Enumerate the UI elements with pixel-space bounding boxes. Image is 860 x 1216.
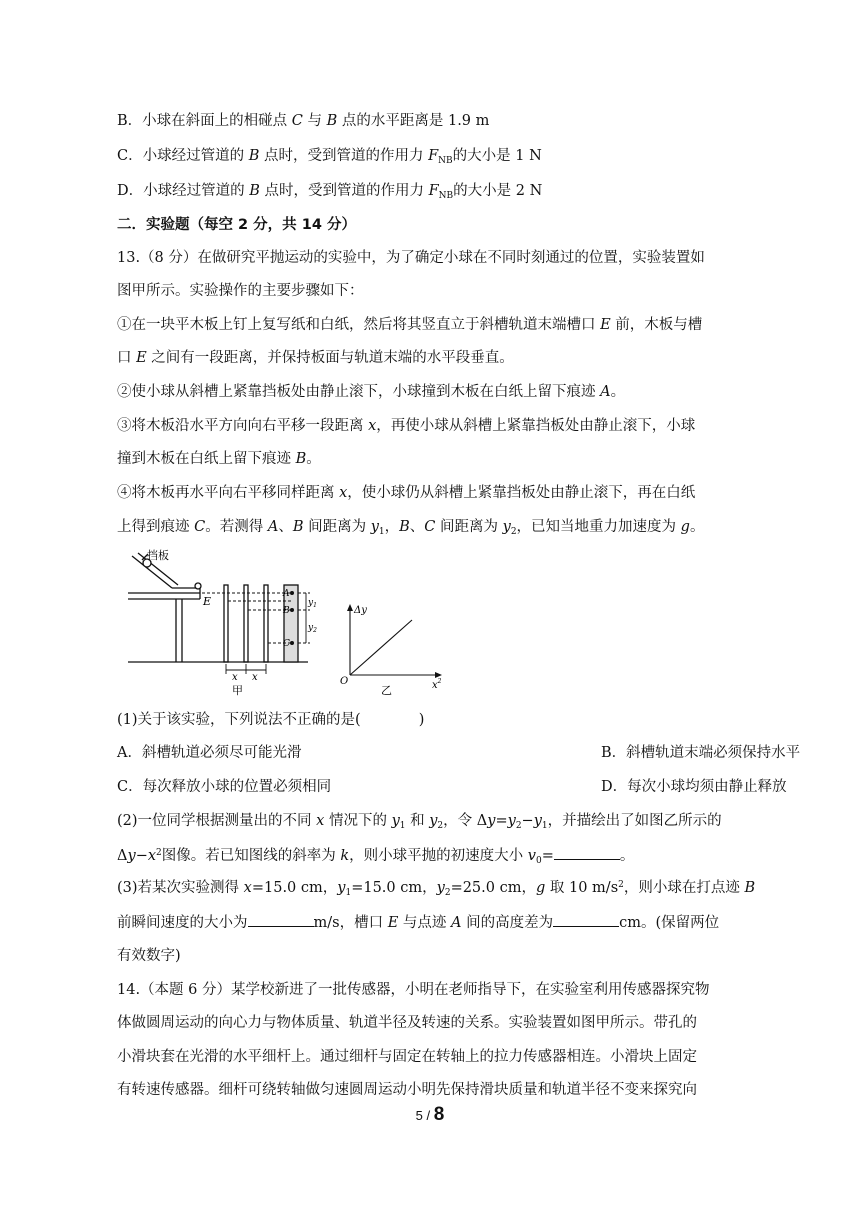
option-text: 点时，受到管道的作用力 [259,148,429,164]
q13-part1-options-ab [117,743,801,763]
q13-step-4b [117,517,704,537]
option-b: B．斜槽轨道末端必须保持水平 [601,745,801,761]
c-label: C [283,639,290,649]
trace-c [290,641,294,645]
q13-step-3b [117,449,321,469]
option-c [117,146,542,166]
var: B [292,519,304,535]
text: 上得到痕迹 [117,519,195,535]
page-number [0,1104,860,1126]
var: F [428,183,439,199]
answer-blank[interactable] [554,845,620,860]
var: A [267,519,279,535]
q13-line-2: 图甲所示。实验操作的主要步骤如下： [117,283,364,299]
current-page: 5 [415,1108,423,1123]
var: F [428,148,439,164]
experiment-figure [120,548,460,700]
y-arrow [347,604,353,611]
option-c: C．每次释放小球的位置必须相同 [117,779,332,795]
var: E [136,350,147,366]
subscript: NB [438,191,454,201]
fig-jia-label: 甲 [232,684,243,697]
a-label: A [283,589,290,599]
subscript: 2 [510,527,517,537]
q13-part2-a: (2)一位同学根据测量出的不同 x 情况下的 $y_1$ 和 $y_2$，令 $\Delta y=y_2-y_1$，并描绘出了如图乙所示的 [117,813,722,831]
b-label: B [283,606,290,616]
answer-blank[interactable] [553,912,619,927]
text: 、 [278,519,293,535]
text: 口 [117,350,137,366]
q13-part2-b: $\Delta y-x^2$图像。若已知图线的斜率为 k，则小球平抛的初速度大小 $v_0=$ 。 [117,845,634,866]
option-text: 点时，受到管道的作用力 [259,183,429,199]
var: B [326,113,338,129]
var: A [600,384,611,400]
q13-step-2 [117,382,625,402]
option-text: C．小球经过管道的 [117,148,249,164]
var: x [368,418,377,434]
text: ①在一块平木板上钉上复写纸和白纸，然后将其竖直立于斜槽轨道末端槽口 [117,317,601,333]
text: 间距离为 [303,519,371,535]
text: 。若测得 [205,519,268,535]
text: 前，木板与槽 [610,317,703,333]
q13-part3-c: 有效数字) [117,948,181,964]
option-text: D．小球经过管道的 [117,183,250,199]
text: ，已知当地重力加速度为 [516,519,681,535]
q14-line-4: 有转速传感器。细杆可绕转轴做匀速圆周运动小明先保持滑块质量和轨道半径不变来探究向 [117,1082,697,1098]
board-1 [224,585,228,662]
var: x [339,485,348,501]
trace-a [290,591,294,595]
subscript: NB [438,156,453,166]
option-text: 点的水平距离是 1.9 m [337,113,490,129]
text: 。 [306,451,321,467]
baffle-label: 挡板 [147,549,169,562]
q13-part1-options-cd [117,777,787,797]
y2-label: $y_2$ [308,623,317,634]
option-text: 的大小是 2 N [453,183,543,199]
q13-step-1b [117,348,514,368]
q14-line-1: 14.（本题 6 分）某学校新进了一批传感器，小明在老师指导下，在实验室利用传感器探究物 [117,982,710,998]
text: 。 [610,384,626,400]
section-title: 二．实验题（每空 2 分，共 14 分） [117,217,356,233]
ball-end [195,583,201,589]
dy-label: Δy [354,605,367,616]
var: g [680,519,690,535]
var: B [295,451,307,467]
q13-step-4a [117,483,695,503]
page-sep: / [422,1108,434,1123]
text: ，再使小球从斜槽上紧靠挡板处由静止滚下，小球 [376,418,696,434]
text: 间距离为 [435,519,503,535]
option-d: D．每次小球均须由静止释放 [601,779,787,795]
text: ②使小球从斜槽上紧靠挡板处由静止滚下，小球撞到木板在白纸上留下痕迹 [117,384,601,400]
text: ④将木板再水平向右平移同样距离 [117,485,340,501]
var: y [502,519,511,535]
x-label-2: x [252,672,258,683]
q14-line-3: 小滑块套在光滑的水平细杆上。通过细杆与固定在转轴上的拉力传感器相连。小滑块上固定 [117,1049,697,1065]
text: ③将木板沿水平方向向右平移一段距离 [117,418,369,434]
q14-line-2: 体做圆周运动的向心力与物体质量、轨道半径及转速的关系。实验装置如图甲所示。带孔的 [117,1015,697,1031]
option-b [117,111,489,131]
var: C [194,519,206,535]
x2-label: $x^2$ [432,678,442,691]
var: E [600,317,611,333]
total-pages: 8 [433,1104,445,1125]
option-text: 的大小是 1 N [452,148,542,164]
q13-line-1: 13.（8 分）在做研究平抛运动的实验中，为了确定小球在不同时刻通过的位置，实验装置如 [117,250,705,266]
fig-yi-label: 乙 [381,684,392,697]
option-a: A．斜槽轨道必须尽可能光滑 [117,745,302,761]
text: 。 [689,519,705,535]
answer-blank[interactable] [248,912,314,927]
option-text: 与 [302,113,327,129]
var: B [399,519,410,535]
origin-label: O [340,676,349,687]
q13-part1-stem: (1)关于该实验，下列说法不正确的是( ) [117,712,425,728]
x-label-1: x [232,672,238,683]
subscript: 1 [378,527,385,537]
q13-step-1a [117,315,702,335]
graph-line [350,620,412,675]
text: 、 [409,519,425,535]
option-text: B．小球在斜面上的相碰点 [117,113,292,129]
q13-step-3a [117,416,695,436]
text: ， [384,519,400,535]
text: 之间有一段距离，并保持板面与轨道末端的水平段垂直。 [146,350,514,366]
var: y [370,519,379,535]
option-d [117,181,542,201]
var: B [249,183,260,199]
e-label: E [203,595,212,608]
var: C [291,113,303,129]
board-2 [244,585,248,662]
var: C [424,519,436,535]
text: 撞到木板在白纸上留下痕迹 [117,451,296,467]
y1-label: $y_1$ [308,598,317,609]
q13-part3-a: (3)若某次实验测得 x=15.0 cm，$y_1=15.0$ cm，$y_2=25.0$ cm，g 取 10 $m/s^2$，则小球在打点迹 B [117,880,756,898]
q13-part3-b: 前瞬间速度的大小为 m/s，槽口 E 与点迹 A 间的高度差为 cm。(保留两位 [117,912,719,933]
board-3 [264,585,268,662]
text: ，使小球仍从斜槽上紧靠挡板处由静止滚下，再在白纸 [347,485,696,501]
trace-b [290,608,294,612]
var: B [248,148,260,164]
